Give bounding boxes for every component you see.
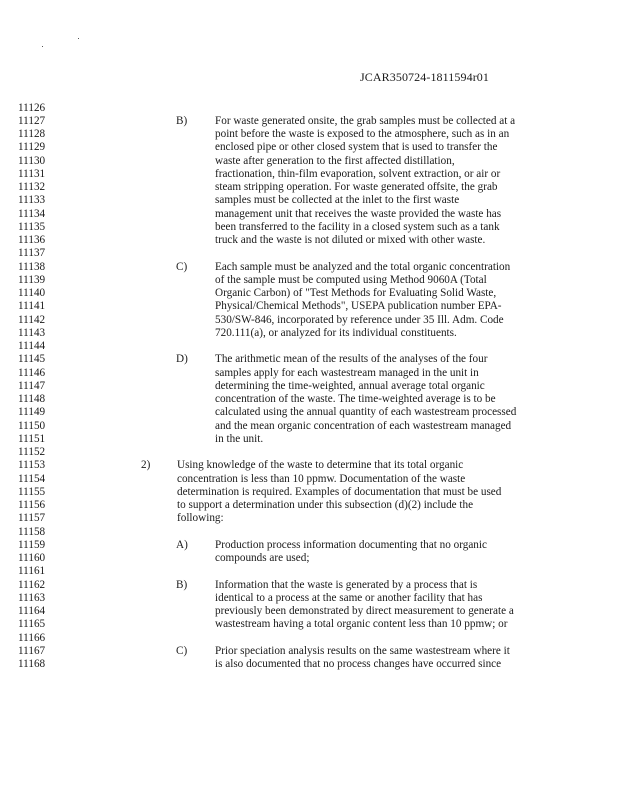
text-line: to support a determination under this subsection (d)(2) include the [177,499,474,511]
text-line: and the mean organic concentration of each wastestream managed [215,419,512,432]
text-line: of the sample must be computed using Method 9060A (Total [215,273,487,286]
text-line: waste after generation to the first affected distillation, [215,154,455,167]
line-number: 11135 [18,220,46,233]
text-line: been transferred to the facility in a closed system such as a tank [215,220,500,233]
text-line: determination is required. Examples of documentation that must be used [177,485,502,498]
line-number: 11149 [18,406,46,419]
line-number: 11143 [18,326,46,339]
line-number: 11127 [18,114,46,127]
line-number: 11139 [18,273,46,286]
line-number: 11144 [18,340,46,352]
item-marker: A) [176,538,188,551]
text-line: Information that the waste is generated by a process that is [215,578,478,591]
item-marker: D) [176,353,188,366]
line-number: 11168 [18,658,46,670]
item-marker: C) [176,260,188,273]
line-number: 11153 [18,459,46,472]
text-line: Using knowledge of the waste to determine that its total organic [177,459,464,472]
line-number: 11129 [18,141,46,154]
line-number: 11137 [18,247,46,260]
line-number: 11162 [18,578,46,591]
text-line: wastestream having a total organic content less than 10 ppmw; or [215,618,508,631]
text-line: identical to a process at the same or another facility that has [215,591,483,604]
text-line: is also documented that no process changes have occurred since [215,658,502,670]
text-line: following: [177,512,224,525]
text-line: samples apply for each wastestream managed in the unit in [215,366,479,379]
line-number: 11155 [18,485,46,498]
line-number: 11131 [18,167,46,180]
line-number: 11140 [18,287,46,299]
line-number: 11128 [18,128,46,140]
line-number: 11164 [18,605,46,617]
text-line: Physical/Chemical Methods", USEPA publication number EPA- [215,300,502,313]
line-number: 11148 [18,393,46,405]
text-line: enclosed pipe or other closed system that is used to transfer the [215,141,498,154]
text-line: Prior speciation analysis results on the same wastestream where it [215,644,510,657]
text-line: previously been demonstrated by direct measurement to generate a [215,605,514,617]
line-number: 11132 [18,181,46,193]
text-line: 530/SW-846, incorporated by reference under 35 Ill. Adm. Code [215,313,504,326]
text-line: samples must be collected at the inlet to the first waste [215,194,460,207]
line-number: 11141 [18,300,46,313]
line-number: 11145 [18,353,46,366]
line-number: 11161 [18,565,46,578]
text-line: calculated using the annual quantity of each wastestream processed [215,406,517,419]
text-line: in the unit. [215,432,264,445]
line-number: 11154 [18,472,46,485]
line-number: 11151 [18,432,46,445]
text-line: For waste generated onsite, the grab samples must be collected at a [215,114,516,127]
line-number: 11167 [18,644,46,657]
line-number: 11147 [18,379,46,392]
line-number: 11136 [18,234,46,246]
item-marker: B) [176,578,188,591]
line-number: 11130 [18,154,46,167]
item-marker: B) [176,114,188,127]
line-number: 11150 [18,419,46,432]
line-number: 11158 [18,525,46,538]
line-number: 11165 [18,618,46,631]
text-line: Production process information documenting that no organic [215,538,487,551]
text-line: steam stripping operation. For waste generated offsite, the grab [215,181,498,193]
text-line: truck and the waste is not diluted or mixed with other waste. [215,234,486,246]
text-line: determining the time-weighted, annual average total organic [215,379,485,392]
line-number: 11146 [18,366,46,379]
line-number: 11138 [18,260,46,273]
text-line: Each sample must be analyzed and the total organic concentration [215,260,511,273]
line-number: 11152 [18,446,46,458]
text-line: fractionation, thin-film evaporation, solvent extraction, or air or [215,167,501,180]
line-number: 11160 [18,552,46,564]
item-marker: 2) [141,459,151,472]
item-marker: C) [176,644,188,657]
line-number: 11156 [18,499,46,511]
line-number: 11133 [18,194,46,207]
line-number: 11142 [18,313,46,326]
text-line: management unit that receives the waste provided the waste has [215,207,502,220]
text-line: Organic Carbon) of "Test Methods for Evaluating Solid Waste, [215,287,497,299]
text-line: compounds are used; [215,552,310,564]
line-number: 11166 [18,631,46,644]
line-number: 11126 [18,101,46,114]
document-id: JCAR350724-1811594r01 [360,70,489,84]
text-line: concentration of the waste. The time-weighted average is to be [215,393,496,405]
scan-specks [38,38,83,50]
text-line: concentration is less than 10 ppmw. Documentation of the waste [177,472,466,485]
line-number: 11134 [18,207,46,220]
line-number: 11157 [18,512,46,525]
line-number: 11163 [18,591,46,604]
text-line: point before the waste is exposed to the atmosphere, such as in an [215,128,510,140]
text-line: The arithmetic mean of the results of the analyses of the four [215,353,488,366]
text-line: 720.111(a), or analyzed for its individual constituents. [215,326,457,339]
line-number: 11159 [18,538,46,551]
